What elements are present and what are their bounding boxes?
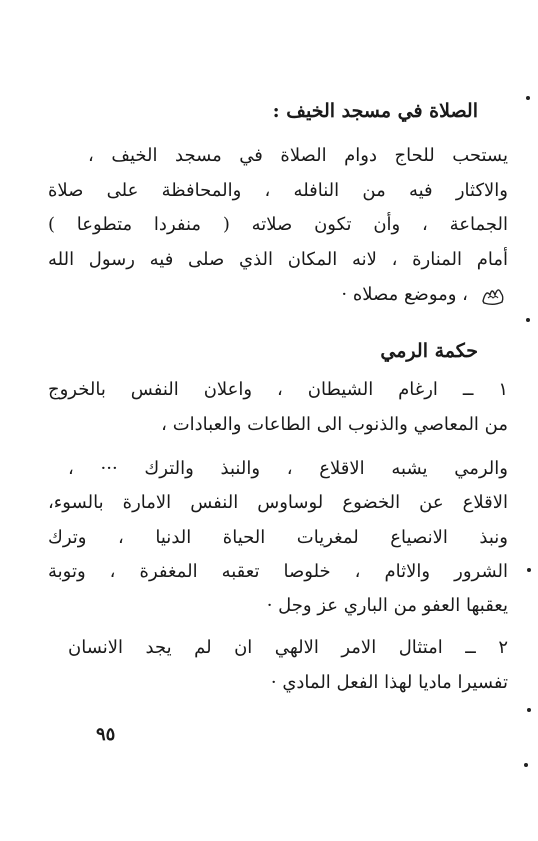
margin-speck	[526, 96, 530, 100]
margin-speck	[527, 568, 531, 572]
text-line: أمام المنارة ، لانه المكان الذي صلى فيه رسول الله	[48, 249, 508, 270]
text-line: الشرور والاثام ، خلوصا تعقبه المغفرة ، وتوبة	[48, 561, 508, 582]
text-line: الاقلاع عن الخضوع لوساوس النفس الامارة بالسوء،	[48, 492, 508, 513]
text-line: والرمي يشبه الاقلاع ، والنبذ والترك ··· ،	[68, 458, 508, 479]
text-line: والاكثار فيه من النافله ، والمحافظة على صلاة	[48, 180, 508, 201]
margin-speck	[526, 318, 530, 322]
honorific-seal-icon	[480, 283, 506, 307]
text-line: تفسيرا ماديا لهذا الفعل المادي ·	[270, 672, 508, 693]
text-line: ٢ ــ امتثال الامر الالهي ان لم يجد الانسان	[68, 637, 508, 658]
text-line: ونبذ الانصياع لمغريات الحياة الدنيا ، وترك	[48, 527, 508, 548]
text-line: من المعاصي والذنوب الى الطاعات والعبادات ،	[161, 414, 508, 435]
section-heading-ramy: حكمة الرمي	[380, 340, 478, 362]
text-line: ، وموضع مصلاه ·	[341, 284, 468, 305]
text-line: يعقبها العفو من الباري عز وجل ·	[266, 595, 508, 616]
text-line: ١ ــ ارغام الشيطان ، واعلان النفس بالخروج	[48, 379, 508, 400]
section-heading-khayf: الصلاة في مسجد الخيف :	[272, 100, 478, 122]
margin-speck	[524, 763, 528, 767]
text-line: يستحب للحاج دوام الصلاة في مسجد الخيف ،	[88, 145, 508, 166]
margin-speck	[527, 708, 531, 712]
text-line: الجماعة ، وأن تكون صلاته ( منفردا متطوعا )	[48, 214, 508, 235]
page-number: ٩٥	[96, 724, 116, 745]
